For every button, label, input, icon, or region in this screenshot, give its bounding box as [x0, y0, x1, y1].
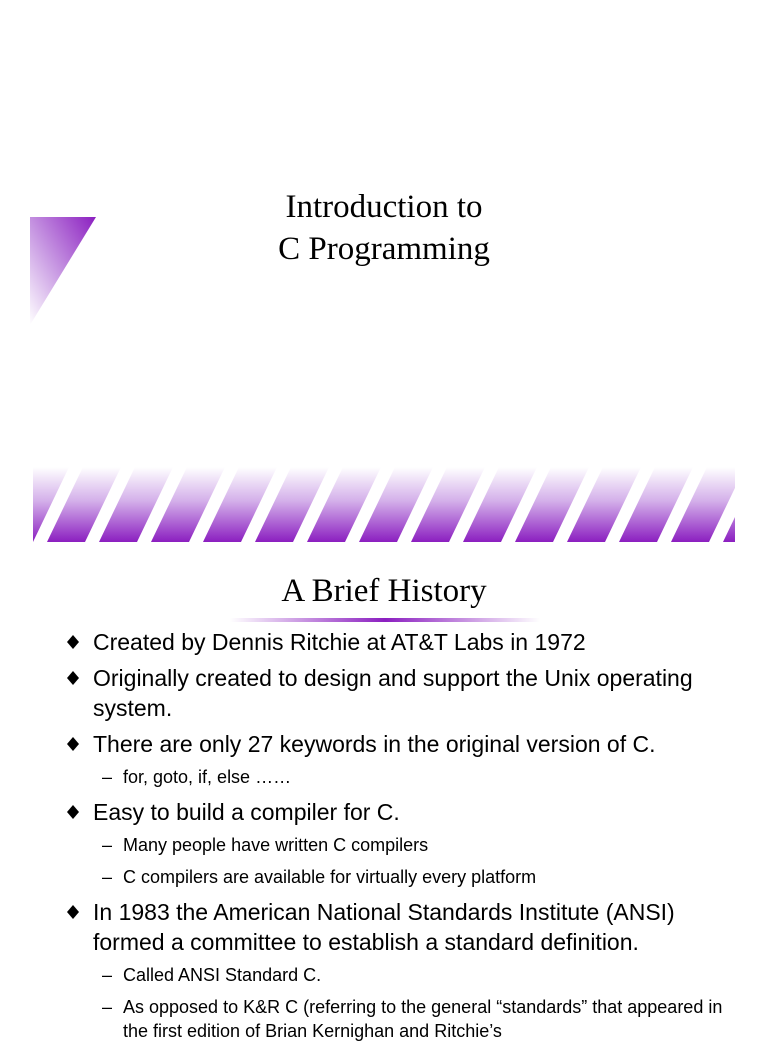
title-underline — [230, 617, 540, 623]
bullet-text: There are only 27 keywords in the original version of C. — [93, 731, 656, 757]
bullet-item — [66, 627, 746, 657]
stripe-gap — [761, 467, 768, 542]
bullet-text: Originally created to design and support the Unix operating system. — [93, 665, 693, 721]
bullet-text: Created by Dennis Ritchie at AT&T Labs in 1972 — [93, 629, 586, 655]
bullet-item — [66, 897, 746, 957]
sub-bullet-dash: – — [102, 767, 113, 787]
diagonal-stripe-band — [33, 467, 735, 542]
bullet-text: Easy to build a compiler for C. — [93, 799, 400, 825]
diamond-bullet-icon — [66, 668, 82, 688]
sub-bullet-item — [66, 765, 746, 789]
bullet-text: In 1983 the American National Standards Institute (ANSI) formed a committee to establish a standard definition. — [93, 899, 675, 955]
title-line-1: Introduction to — [285, 189, 483, 225]
stripe-gap — [0, 467, 31, 542]
slide-title: A Brief History — [281, 573, 487, 609]
bullet-text: Called ANSI Standard C. — [123, 965, 322, 985]
sub-bullet-dash: – — [102, 965, 113, 985]
sub-bullet-dash: – — [102, 997, 113, 1017]
history-slide — [0, 545, 768, 1041]
sub-bullet-item — [66, 865, 746, 889]
title-line-2: C Programming — [278, 231, 490, 267]
bullet-text: for, goto, if, else …… — [123, 767, 292, 787]
sub-bullet-dash: – — [102, 867, 113, 887]
bullet-text: As opposed to K&R C (referring to the general “standards” that appeared in the first edition of Brian Kernighan and Ritchie’s — [123, 997, 723, 1041]
sub-bullet-item — [66, 995, 746, 1043]
diamond-bullet-icon — [66, 802, 82, 822]
diamond-bullet-icon — [66, 632, 82, 652]
sub-bullet-item — [66, 963, 746, 987]
bullet-text: C compilers are available for virtually every platform — [123, 867, 537, 887]
bullet-list — [66, 627, 746, 1051]
bullet-item — [66, 797, 746, 827]
diamond-bullet-icon — [66, 734, 82, 754]
diamond-bullet-icon — [66, 902, 82, 922]
bullet-item — [66, 729, 746, 759]
bullet-item — [66, 663, 746, 723]
bullet-text: Many people have written C compilers — [123, 835, 429, 855]
sub-bullet-dash: – — [102, 835, 113, 855]
slide-title — [0, 186, 768, 270]
sub-bullet-item — [66, 833, 746, 857]
